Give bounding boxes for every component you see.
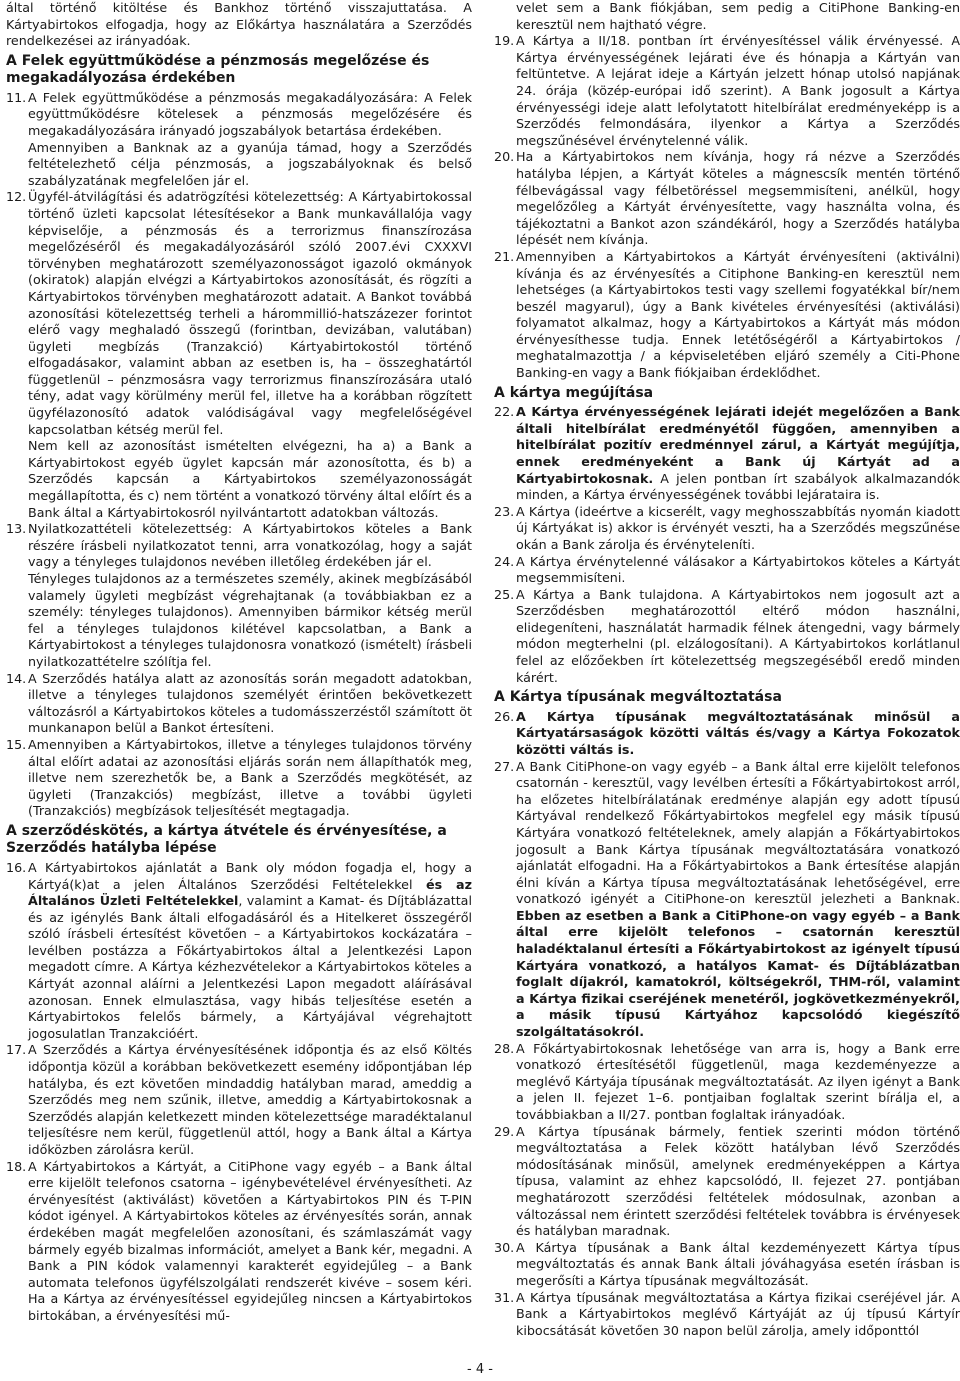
section-heading-card-type-change: A Kártya típusának megváltoztatása	[494, 689, 782, 706]
clause-text-bold: Ebben az esetben a Bank a CitiPhone-on vagy egyéb – a Bank által erre kijelölt telefonos – csatornán keresztül haladéktalanul értesíti a Főkártyabirtokost az igényelt típusú Kártyára vonatkozó, a hatályos Kamat- és Díjtáblázatban foglalt díjakról, kamatokról, költségekről, THM-ről, valamint a Kártya fizikai cseréjének menetéről, jogkövetkezményekről, a másik típusú Kártyához kapcsolódó kiegészítő szolgáltatásokról.	[516, 907, 960, 1040]
clause-text: A Szerződés a Kártya érvényesítésének időpontja és az első Költés időpontja közül a korábban bekövetkezett esemény időpontjában lép hatályba, és ezt követően mindaddig hatályban marad, ameddig a Szerződés meg nem szűnik, illetve, ameddig a Kártyabirtokosnak a Szerződés alapján keletkezett minden kötelezettsége maradéktalanul teljesítésre nem kerül, függetlenül attól, hogy a Bank által a Kártya időközben zárolásra kerül.	[28, 1042, 472, 1157]
clause-25	[494, 587, 960, 687]
clause-number: 17.	[6, 1042, 27, 1058]
clause-18	[6, 1159, 472, 1325]
clause-number: 14.	[6, 670, 27, 686]
clause-number: 16.	[6, 859, 27, 875]
clause-13-paragraph: Tényleges tulajdonos az a természetes személy, akinek megbízásából valamely ügyleti megbízást végrehajtanak (a továbbiakban ez a személy: tényleges tulajdonos). Amennyiben bármikor kétség merül fel a tényleges tulajdonos kilétével kapcsolatban, a Bank a Kártyabirtokost a tényleges tulajdonosra vonatkozó (ismételt) írásbeli nyilatkozattételre szólítja fel.	[28, 571, 472, 669]
section-heading-contract: A szerződéskötés, a kártya átvétele és érvényesítése, a Szerződés hatályba lépése	[6, 822, 447, 857]
clause-text	[516, 404, 960, 504]
clause-text: A Főkártyabirtokosnak lehetősége van arra is, hogy a Bank erre vonatkozó értesítésétől függetlenül, maga kezdeményezze a meglévő Kártyája típusának megváltoztatását. Az ilyen igényt a Bank a jelen II. fejezet 1–6. pontjaiban foglaltak szerint bírálja el, a továbbiakban a II/27. pontban foglaltak irányadóak.	[516, 1040, 960, 1122]
clause-11-paragraph: Amennyiben a Banknak az a gyanúja támad, hogy a Szerződés feltételezhető célja pénzmosás, a jogszabályoknak és belső szabályzatának megfelelően jár el.	[28, 139, 472, 188]
clause-text: A Kártya érvénytelenné válásakor a Kártyabirtokos köteles a Kártyát megsemmisíteni.	[516, 553, 960, 586]
clause-text: A Kártya típusának megváltoztatása a Kártya fizikai cseréjével jár. A Bank a Kártyabirtokos meglévő Kártyáját az új típusú Kártyír kibocsátását követően 30 napon belül zárolja, amely időponttól	[516, 1289, 960, 1338]
clause-12	[6, 189, 472, 438]
clause-23	[494, 504, 960, 554]
clause-text-part: A Bank CitiPhone-on vagy egyéb – a Bank által erre kijelölt telefonos csatornán - keresztül, vagy levélben értesíti a Főkártyabirtokost arról, ha előzetes hitelbírálatának eredménye alapján egy adott típusú Kártyával rendelkező Főkártyabirtokos megfelel egy másik típusú Kártyára vonatkozó feltételeknek, amely alapján a Főkártyabirtokos jogosult a Bank Kártya típusának megváltoztatására vonatkozó ajánlatát elfogadni. Ha a Főkártyabirtokos a Bank értesítése alapján élni kíván a Kártya típusa megváltoztatásának lehetőségével, erre vonatkozó igényét a CitiPhone-on keresztül jelezheti a Banknak.	[516, 758, 960, 907]
clause-19	[494, 33, 960, 149]
clause-22	[494, 404, 960, 504]
clause-text: A Szerződés hatálya alatt az azonosítás során megadott adatokban, illetve a tényleges tulajdonos személyét érintően bekövetkezett változásról a Kártyabirtokos köteles a tudomásszerzéstől számított öt munkanapon belül a Bankot értesíteni.	[28, 670, 472, 736]
clause-12-paragraph: Nem kell az azonosítást ismételten elvégezni, ha a) a Bank a Kártyabirtokost egyéb ügylet kapcsán már azonosította, és b) a Szerződés kapcsán a Kártyabirtokos személyazonosságát megállapította, és c) nem történt a vonatkozó törvény által előírt és a Bank által a Kártyabirtokosról nyilvántartott adatokban változás.	[28, 438, 472, 520]
section-heading-renewal: A kártya megújítása	[494, 384, 654, 401]
clause-number: 20.	[494, 149, 515, 165]
clause-text: A Kártya (ideértve a kicserélt, vagy meghosszabbítás nyomán kiadott új Kártyákat is) akkor is érvényét veszti, ha a Szerződés megszűnése okán a Bank zárolja és érvényteleníti.	[516, 503, 960, 552]
clause-text: Amennyiben a Kártyabirtokos a Kártyát érvényesíteni (aktiválni) kívánja és az érvényesítés a Citiphone Banking-en keresztül nem lehetséges (a Kártyabirtokos testi vagy szellemi fogyatékkal bír/nem beszél magyarul), úgy a Bank kivételes érvényesítési (aktiválási) folyamatot alkalmaz, hogy a Kártyabirtokos a Kártyát más módon érvényesíthesse tudja. Ennek letétőségéről a Kártyabirtokos / meghatalmazottja / a képviseletében eljáró személy a Citi-Phone Banking-en vagy a Bank fiókjaiban érdeklődhet.	[516, 248, 960, 381]
clause-24	[494, 554, 960, 587]
clause-14	[6, 671, 472, 737]
clause-16	[6, 860, 472, 1043]
clause-number: 30.	[494, 1239, 515, 1255]
clause-text: A Kártyabirtokos a Kártyát, a CitiPhone vagy egyéb – a Bank által erre kijelölt telefonos csatorna – igénybevételével érvényesítheti. Az érvényesítést (aktiválást) követően a Kártyabirtokos PIN és T-PIN kódot igényel. A Kártyabirtokos köteles az érvényesítés során, annak érdekében magát megfelelően azonosítani, és számlaszámát vagy bármely egyéb bizalmas információt, amelyet a Bank kér, megadni. A Bank a PIN kódok valamennyi karakterét egyidejűleg – a Bank automata telefonos ügyfélszolgálati rendszerét kivéve – sosem kéri. Ha a Kártya az érvényesítéssel egyidejűleg nincsen a Kártyabirtokos birtokában, a érvényesítési mű-	[28, 1158, 472, 1323]
clause-26	[494, 709, 960, 759]
clause-number: 15.	[6, 736, 27, 752]
clause-11	[6, 90, 472, 140]
clause-number: 22.	[494, 404, 515, 420]
clause-text-part: A Kártyabirtokos ajánlatát a Bank oly módon fogadja el, hogy a Kártyá(k)at a jelen Általános Szerződési Feltételekkel	[28, 859, 472, 892]
clause-text: A Kártya a Bank tulajdona. A Kártyabirtokos nem jogosult azt a Szerződésben meghatározottól eltérő módon használni, elidegeníteni, használatát harmadik félnek átengedni, vagy bármely módon megterhelni (pl. elzálogosítani). A Kártyabirtokos korlátlanul felel az előzőekben írt kötelezettség megszegéséből eredő minden kárért.	[516, 586, 960, 685]
continued-paragraph: velet sem a Bank fiókjában, sem pedig a CitiPhone Banking-en keresztül nem hajtható végre.	[516, 0, 960, 32]
clause-text-part: A jelen pontban írt szabályok alkalmazandók minden, a Kártya érvényességének további lejárataira is.	[516, 470, 960, 503]
clause-number: 21.	[494, 248, 515, 264]
section-heading-money-laundering: A Felek együttműködése a pénzmosás megelőzése és megakadályozása érdekében	[6, 52, 430, 87]
clause-28	[494, 1041, 960, 1124]
page-number: - 4 -	[467, 1362, 493, 1377]
clause-text: Ha a Kártyabirtokos nem kívánja, hogy rá nézve a Szerződés hatályba lépjen, a Kártyát köteles a mágnescsík mentén történő félbevágással vagy félbetöréssel megsemmisíteni, anélkül, hogy megelőzőleg a Kártyát érvényesítette, vagy használta volna, és tájékoztatni a Bankot azon szándékáról, hogy a Szerződés hatályba lépését nem kívánja.	[516, 149, 960, 248]
clause-text-bold: A Kártya érvényességének lejárati idejét megelőzően a Bank általi hitelbírálat eredményétől függően, amennyiben a hitelbírálat pozitív eredménnyel zárul, a Kártyát megújítja, ennek eredményeként a Bank új Kártyát ad a Kártyabirtokosnak.	[516, 404, 960, 486]
clause-number: 12.	[6, 189, 27, 205]
clause-17	[6, 1042, 472, 1158]
clause-number: 26.	[494, 708, 515, 724]
clause-text: A Kártya a II/18. pontban írt érvényesítéssel válik érvényessé. A Kártya érvényességének lejárati éve és hónapja a Kártyán van feltüntetve. A lejárat ideje a Kártyán jelzett hónap utolsó napjának 24. órája (közép-európai idő szerint). A Bank jogosult a Kártya érvényességi ideje alatt lefolytatott hitelbírálat eredményeképp is a Szerződés felmondására, ilyenkor a Kártya a Szerződés megszűnésével érvénytelenné válik.	[516, 33, 960, 148]
clause-text	[28, 860, 472, 1043]
clause-number: 23.	[494, 503, 515, 519]
clause-text	[516, 759, 960, 1041]
clause-text-bold: és az Általános Üzleti Feltételekkel	[28, 876, 472, 909]
intro-paragraph: által történő kitöltése és Bankhoz történő visszajuttatása. A Kártyabirtokos elfogadja, hogy az Előkártya használatára a Szerződés rendelkezései az irányadóak.	[6, 0, 472, 49]
clause-number: 27.	[494, 758, 515, 774]
right-column	[494, 0, 960, 1339]
clause-number: 31.	[494, 1289, 515, 1305]
clause-text: A Kártya típusának megváltoztatásának minősül a Kártyatársaságok közötti váltás és/vagy a Kártya Fokozatok közötti váltás is.	[516, 708, 960, 757]
clause-text: A Felek együttműködése a pénzmosás megakadályozására: A Felek együttműködésre kötelesek a pénzmosás megelőzésére és megakadályozására irányadó jogszabályok betartása érdekében.	[28, 89, 472, 138]
clause-13	[6, 521, 472, 571]
clause-15	[6, 737, 472, 820]
clause-text: Ügyfél-átvilágítási és adatrögzítési kötelezettség: A Kártyabirtokossal történő üzleti kapcsolat létesítésekor a Bank munkavállalója vagy képviselője, a pénzmosás és a terrorizmus finanszírozása megelőzéséről és megakadályozásáról szóló 2007.évi CXXXVI törvényben meghatározott személyazonosságot igazoló okmányok (okiratok) alapján elvégzi a Kártyabirtokos azonosítását, és rögzíti a Kártyabirtokos törvényben meghatározott adatait. A Bankot továbbá azonosítási kötelezettség terheli a hárommillió-hatszázezer forintot elérő vagy meghaladó összegű (forintban, devizában, valutában) ügyleti megbízás (Tranzakció) Kártyabirtokostól történő elfogadásakor, valamint abban az esetben is, ha – összeghatártól függetlenül – pénzmosásra vagy terrorizmus finanszírozására utaló tény, adat vagy körülmény merül fel, illetve ha a korábban rögzített ügyfélazonosító adatok valódiságával vagy megfelelőségével kapcsolatban kétség merül fel.	[28, 189, 472, 437]
clause-number: 24.	[494, 553, 515, 569]
left-column	[6, 0, 472, 1325]
clause-31	[494, 1290, 960, 1340]
clause-number: 18.	[6, 1158, 27, 1174]
clause-number: 25.	[494, 586, 515, 602]
clause-30	[494, 1240, 960, 1290]
clause-text: Nyilatkozattételi kötelezettség: A Kártyabirtokos köteles a Bank részére írásbeli nyilatkozatot tenni, arra vonatkozólag, hogy a saját vagy a tényleges tulajdonos nevében illetőleg érdekében jár el.	[28, 521, 472, 570]
clause-number: 13.	[6, 521, 27, 537]
clause-20	[494, 149, 960, 249]
clause-number: 28.	[494, 1040, 515, 1056]
clause-number: 29.	[494, 1123, 515, 1139]
clause-text: A Kártya típusának a Bank által kezdeményezett Kártya típus megváltoztatás és annak Bank általi jóváhagyása esetén írásban is megerősíti a Kártya típusának megváltozását.	[516, 1239, 960, 1288]
clause-number: 11.	[6, 89, 27, 105]
clause-text: A Kártya típusának bármely, fentiek szerinti módon történő megváltoztatása a Felek között hatályban lévő Szerződés módosításának minősül, amelynek eredményeképpen a Kártya típusa, valamint az ehhez kapcsolódó, II. fejezet 27. pontjában meghatározott szerződési feltételek módosulnak, azonban a változással nem érintett szerződési feltételek továbbra is érvényesek és hatályban maradnak.	[516, 1123, 960, 1239]
clause-text-part: , valamint a Kamat- és Díjtáblázattal és az igénylés Bank általi elfogadásáról és a Hitelkeret összegéről szóló írásbeli értesítést követően – a Kártyabirtokos kockázatára – levélben postázza a Főkártyabirtokos által a Jelentkezési Lapon megadott címre. A Kártya kézhezvételekor a Kártyabirtokos köteles a Kártyát azonnal aláírni a Jelentkezési Lapon megadott aláírásával azonosan. Ennek elmulasztása, vagy hibás teljesítése esetén a Kártyabirtokos felelős bármely, a Kártyájával végrehajtott jogosulatlan Tranzakcióért.	[28, 893, 472, 1041]
clause-27	[494, 759, 960, 1041]
clause-number: 19.	[494, 33, 515, 49]
clause-text: Amennyiben a Kártyabirtokos, illetve a tényleges tulajdonos törvény által előírt adatai az azonosítási eljárás során nem állapíthatók meg, illetve nem szerezhetők be, a Bank a Szerződés megkötését, az ügyleti (Tranzakciós) megbízást, illetve a további ügyleti (Tranzakciós) megbízások teljesítését megtagadja.	[28, 736, 472, 819]
clause-21	[494, 249, 960, 382]
clause-29	[494, 1124, 960, 1240]
